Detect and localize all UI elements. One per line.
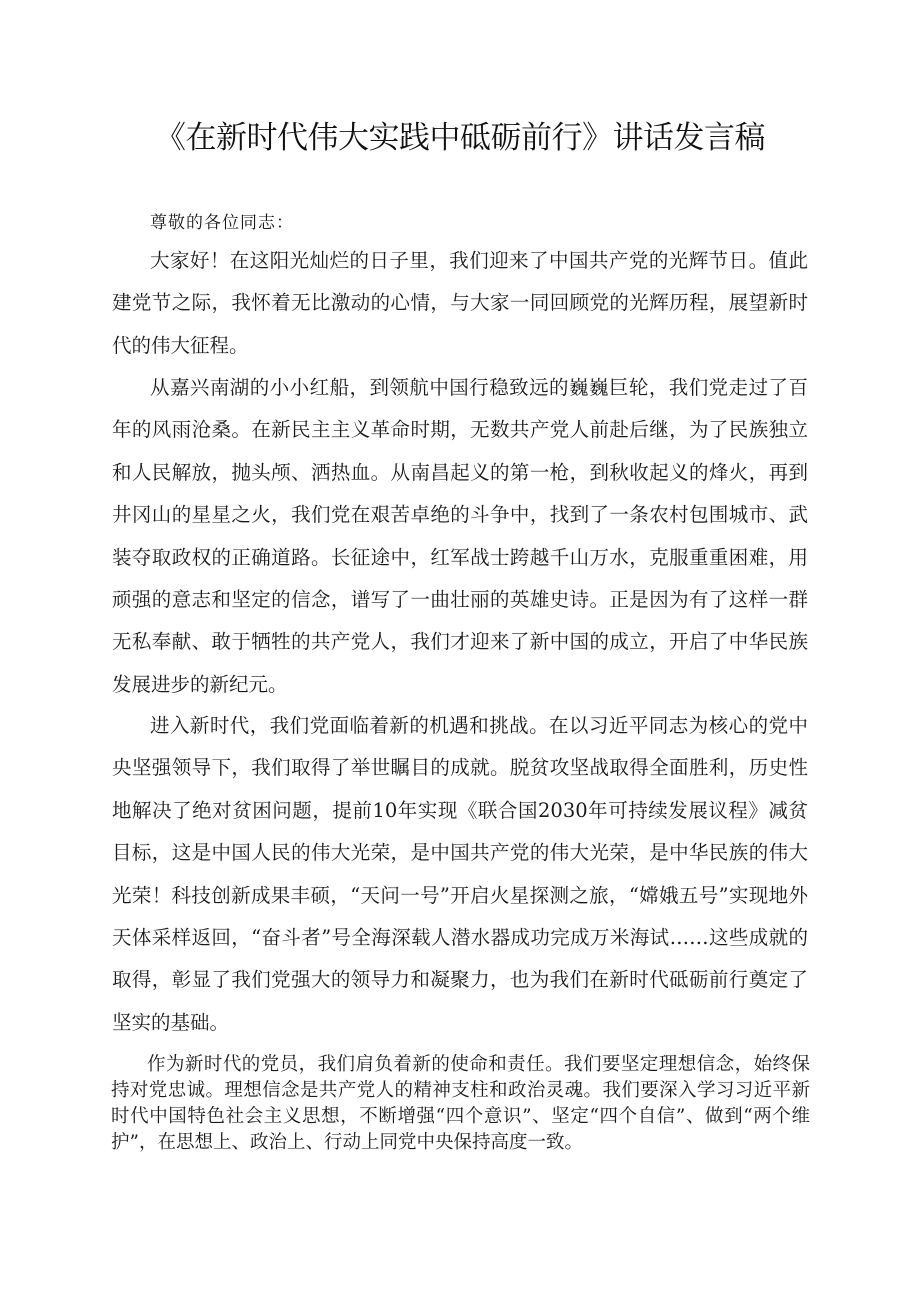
salutation: 尊敬的各位同志： (150, 213, 294, 233)
document-title: 《在新时代伟大实践中砥砺前行》讲话发言稿 (155, 120, 765, 156)
paragraph-mission: 作为新时代的党员，我们肩负着新的使命和责任。我们要坚定理想信念，始终保持对党忠诚。理想信念是共产党人的精神支柱和政治灵魂。我们要深入学习习近平新时代中国特色社会主义思想，不断增强“四个意识”、坚定“四个自信”、做到“两个维护”，在思想上、政治上、行动上同党中央保持高度一致。 (111, 1054, 810, 1153)
paragraph-greeting: 大家好！在这阳光灿烂的日子里，我们迎来了中国共产党的光辉节日。值此建党节之际，我怀着无比激动的心情，与大家一同回顾党的光辉历程，展望新时代的伟大征程。 (112, 249, 808, 357)
paragraph-new-era: 进入新时代，我们党面临着新的机遇和挑战。在以习近平同志为核心的党中央坚强领导下，我们取得了举世瞩目的成就。脱贫攻坚战取得全面胜利，历史性地解决了绝对贫困问题，提前10年实现《联合国2030年可持续发展议程》减贫目标，这是中国人民的伟大光荣，是中国共产党的伟大光荣，是中华民族的伟大光荣！科技创新成果丰硕，“天问一号”开启火星探测之旅，“嫦娥五号”实现地外天体采样返回，“奋斗者”号全海深载人潜水器成功完成万米海试……这些成就的取得，彰显了我们党强大的领导力和凝聚力，也为我们在新时代砥砺前行奠定了坚实的基础。 (112, 714, 808, 1034)
paragraph-history: 从嘉兴南湖的小小红船，到领航中国行稳致远的巍巍巨轮，我们党走过了百年的风雨沧桑。在新民主主义革命时期，无数共产党人前赴后继，为了民族独立和人民解放，抛头颅、洒热血。从南昌起义的第一枪，到秋收起义的烽火，再到井冈山的星星之火，我们党在艰苦卓绝的斗争中，找到了一条农村包围城市、武装夺取政权的正确道路。长征途中，红军战士跨越千山万水，克服重重困难，用顽强的意志和坚定的信念，谱写了一曲壮丽的英雄史诗。正是因为有了这样一群无私奉献、敢于牺牲的共产党人，我们才迎来了新中国的成立，开启了中华民族发展进步的新纪元。 (112, 376, 808, 696)
